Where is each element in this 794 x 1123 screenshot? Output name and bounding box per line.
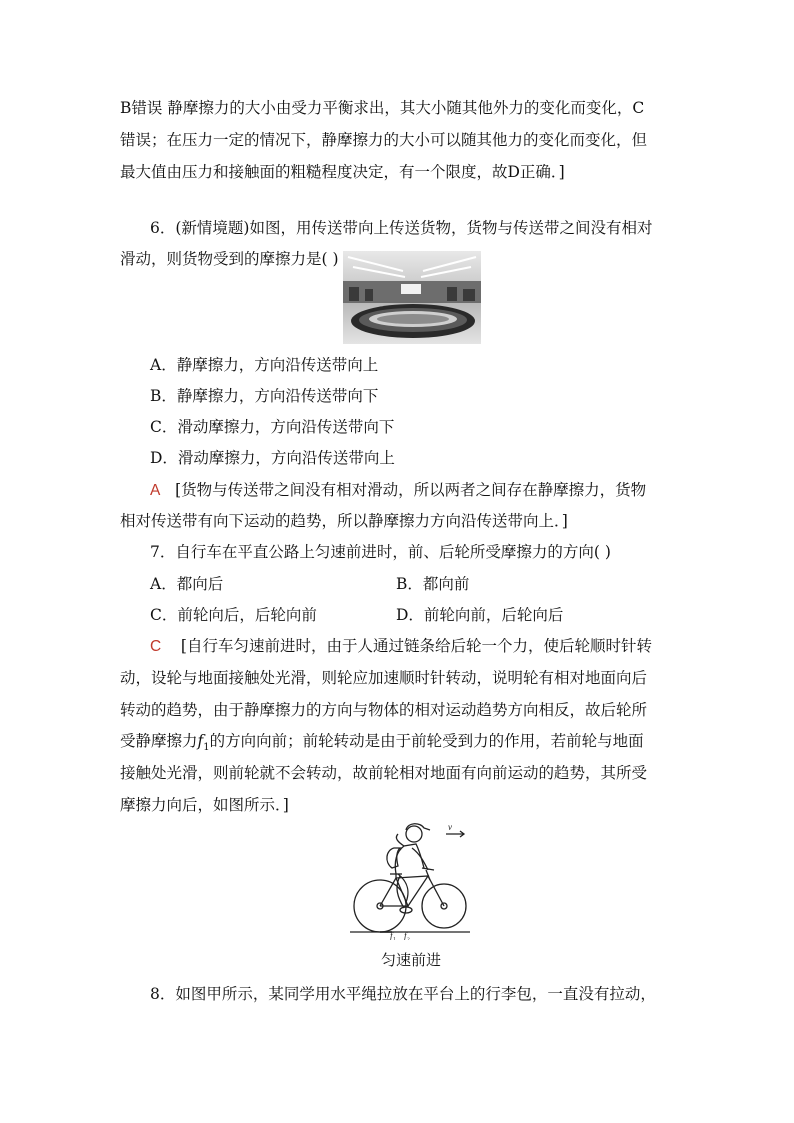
q7-answer-line-3: 转动的趋势，由于静摩擦力的方向与物体的相对运动趋势方向相反，故后轮所: [120, 701, 648, 719]
q7-answer-line-6: 摩擦力向后，如图所示．]: [120, 796, 289, 814]
q7-answer-letter: C: [150, 638, 162, 655]
q7-option-b: B．都向前: [396, 575, 470, 593]
velocity-label: v: [448, 822, 452, 832]
f1-label: f₁: [390, 931, 396, 940]
figure-caption: 匀速前进: [381, 951, 442, 969]
q7-answer-text-4b: 的方向向前；前轮转动是由于前轮受到力的作用，若前轮与地面: [209, 732, 644, 750]
q7-answer-line-1: [150, 636, 652, 657]
q6-option-b: B．静摩擦力，方向沿传送带向下: [150, 387, 379, 405]
q6-option-c: C．滑动摩擦力，方向沿传送带向下: [150, 418, 395, 436]
q7-answer-text-4a: 受静摩擦力: [120, 732, 198, 750]
prev-answer-line-3: 最大值由压力和接触面的粗糙程度决定，有一个限度，故D正确．]: [120, 163, 565, 181]
q6-answer-line-1: [150, 480, 646, 501]
q7-option-c: C．前轮向后，后轮向前: [150, 606, 317, 624]
prev-answer-line-1: B错误 静摩擦力的大小由受力平衡求出，其大小随其他外力的变化而变化，C: [120, 99, 645, 117]
q6-stem-line-2: 滑动，则货物受到的摩擦力是( ): [120, 250, 339, 268]
q7-answer-text-1: [自行车匀速前进时，由于人通过链条给后轮一个力，使后轮顺时针转: [180, 637, 652, 655]
q6-answer-text-1: [货物与传送带之间没有相对滑动，所以两者之间存在静摩擦力，货物: [175, 481, 647, 499]
q6-stem-line-1: 6．(新情境题)如图，用传送带向上传送货物，货物与传送带之间没有相对: [150, 219, 653, 237]
q6-option-a: A．静摩擦力，方向沿传送带向上: [150, 356, 379, 374]
f1-subscript: 1: [203, 742, 210, 754]
q7-option-a: A．都向后: [150, 575, 224, 593]
q7-answer-line-5: 接触处光滑，则前轮就不会转动，故前轮相对地面有向前运动的趋势，其所受: [120, 764, 648, 782]
q7-stem: 7．自行车在平直公路上匀速前进时，前、后轮所受摩擦力的方向( ): [150, 543, 611, 561]
cyclist-figure: [350, 818, 470, 940]
q7-answer-line-2: 动，设轮与地面接触处光滑，则轮应加速顺时针转动，说明轮有相对地面向后: [120, 669, 648, 687]
q7-option-d: D．前轮向前，后轮向后: [396, 606, 564, 624]
baggage-carousel-photo: [343, 251, 481, 344]
f1-symbol: f: [197, 732, 204, 750]
q8-stem-line-1: 8．如图甲所示，某同学用水平绳拉放在平台上的行李包，一直没有拉动，: [150, 985, 656, 1003]
prev-answer-line-2: 错误；在压力一定的情况下，静摩擦力的大小可以随其他力的变化而变化，但: [120, 131, 648, 149]
q7-answer-line-4: [120, 731, 644, 758]
q6-answer-line-2: 相对传送带有向下运动的趋势，所以静摩擦力方向沿传送带向上．]: [120, 512, 568, 530]
f2-label: f₂: [404, 931, 410, 940]
q6-answer-letter: A: [150, 482, 161, 499]
q6-option-d: D．滑动摩擦力，方向沿传送带向上: [150, 449, 395, 467]
